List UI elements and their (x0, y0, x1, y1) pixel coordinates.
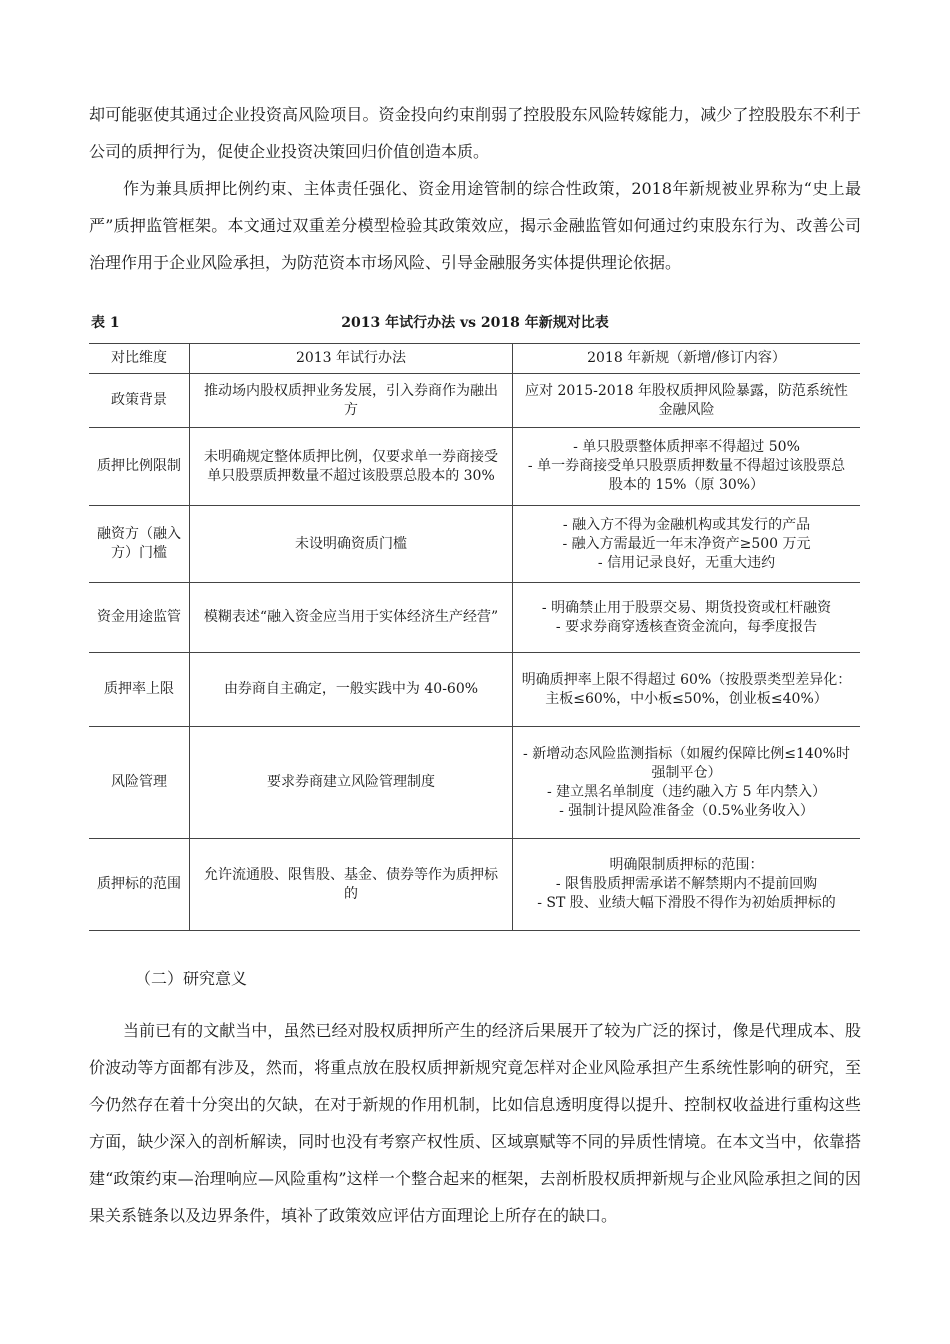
cell-line: - 强制计提风险准备金（0.5%业务收入） (559, 802, 814, 819)
table-row (89, 428, 860, 506)
cell-line: - 明确禁止用于股票交易、期货投资或杠杆融资 (541, 599, 832, 616)
cell-2018 (513, 653, 861, 727)
cell-2013: 未设明确资质门槛 (190, 506, 513, 583)
cell-dimension: 质押标的范围 (89, 839, 190, 931)
paragraph-intro-end: 却可能驱使其通过企业投资高风险项目。资金投向约束削弱了控股股东风险转嫁能力，减少了控股股东不利于公司的质押行为，促使企业投资决策回归价值创造本质。 (89, 105, 861, 161)
table-title: 2013 年试行办法 vs 2018 年新规对比表 (341, 315, 609, 331)
cell-line: - 限售股质押需承诺不解禁期内不提前回购 (555, 876, 818, 892)
table-header-row (89, 344, 860, 374)
cell-2013: 模糊表述“融入资金应当用于实体经济生产经营” (190, 583, 513, 653)
cell-dimension: 风险管理 (89, 727, 190, 839)
comparison-table (89, 343, 860, 931)
table-caption (89, 312, 861, 336)
paragraph-policy-overview: 作为兼具质押比例约束、主体责任强化、资金用途管制的综合性政策，2018年新规被业界称为“史上最严”质押监管框架。本文通过双重差分模型检验其政策效应，揭示金融监管如何通过约束股东行为、改善公司治理作用于企业风险承担，为防范资本市场风险、引导金融服务实体提供理论依据。 (89, 179, 861, 272)
cell-line: - 融入方需最近一年末净资产≥500 万元 (562, 535, 811, 552)
header-dimension: 对比维度 (89, 344, 190, 374)
cell-2013: 由券商自主确定，一般实践中为 40-60% (190, 653, 513, 727)
table-row (89, 653, 860, 727)
table-row (89, 374, 860, 428)
cell-dimension: 资金用途监管 (89, 583, 190, 653)
cell-dimension: 融资方（融入方）门槛 (89, 506, 190, 583)
cell-line: 应对 2015-2018 年股权质押风险暴露，防范系统性金融风险 (525, 382, 848, 418)
table-label: 表 1 (91, 315, 120, 331)
cell-line: 明确质押率上限不得超过 60%（按股票类型差异化：主板≤60%，中小板≤50%，创业板≤40%） (521, 671, 852, 707)
table-row (89, 583, 860, 653)
cell-line: - 建立黑名单制度（违约融入方 5 年内禁入） (547, 783, 826, 800)
cell-line: - ST 股、业绩大幅下滑股不得作为初始质押标的 (537, 895, 836, 911)
paragraph-research-significance: 当前已有的文献当中，虽然已经对股权质押所产生的经济后果展开了较为广泛的探讨，像是代理成本、股价波动等方面都有涉及，然而，将重点放在股权质押新规究竟怎样对企业风险承担产生系统性影响的研究，至今仍然存在着十分突出的欠缺，在对于新规的作用机制，比如信息透明度得以提升、控制权收益进行重构这些方面，缺少深入的剖析解读，同时也没有考察产权性质、区域禀赋等不同的异质性情境。在本文当中，依靠搭建“政策约束—治理响应—风险重构”这样一个整合起来的框架，去剖析股权质押新规与企业风险承担之间的因果关系链条以及边界条件，填补了政策效应评估方面理论上所存在的缺口。 (89, 1021, 861, 1225)
cell-2018 (513, 428, 861, 506)
cell-dimension: 质押比例限制 (89, 428, 190, 506)
cell-2013: 要求券商建立风险管理制度 (190, 727, 513, 839)
cell-line: 明确限制质押标的范围： (609, 857, 764, 873)
cell-2018 (513, 839, 861, 931)
cell-2013: 推动场内股权质押业务发展，引入券商作为融出方 (190, 374, 513, 428)
section-heading: （二）研究意义 (135, 969, 248, 988)
cell-2018 (513, 374, 861, 428)
cell-2013: 未明确规定整体质押比例，仅要求单一券商接受单只股票质押数量不超过该股票总股本的 30% (190, 428, 513, 506)
cell-line: - 信用记录良好，无重大违约 (597, 554, 776, 571)
cell-dimension: 质押率上限 (89, 653, 190, 727)
cell-2018 (513, 506, 861, 583)
table-row (89, 839, 860, 931)
cell-line: - 融入方不得为金融机构或其发行的产品 (562, 516, 811, 533)
cell-line: - 要求券商穿透核查资金流向，每季度报告 (555, 618, 818, 635)
cell-line: - 单一券商接受单只股票质押数量不得超过该股票总股本的 15%（原 30%） (527, 458, 846, 493)
cell-dimension: 政策背景 (89, 374, 190, 428)
table-row (89, 506, 860, 583)
cell-line: - 单只股票整体质押率不得超过 50% (573, 439, 800, 455)
cell-2018 (513, 727, 861, 839)
header-2018: 2018 年新规（新增/修订内容） (513, 344, 861, 374)
table-row (89, 727, 860, 839)
cell-2013: 允许流通股、限售股、基金、债券等作为质押标的 (190, 839, 513, 931)
cell-2018 (513, 583, 861, 653)
cell-line: - 新增动态风险监测指标（如履约保障比例≤140%时强制平仓） (523, 745, 850, 781)
header-2013: 2013 年试行办法 (190, 344, 513, 374)
